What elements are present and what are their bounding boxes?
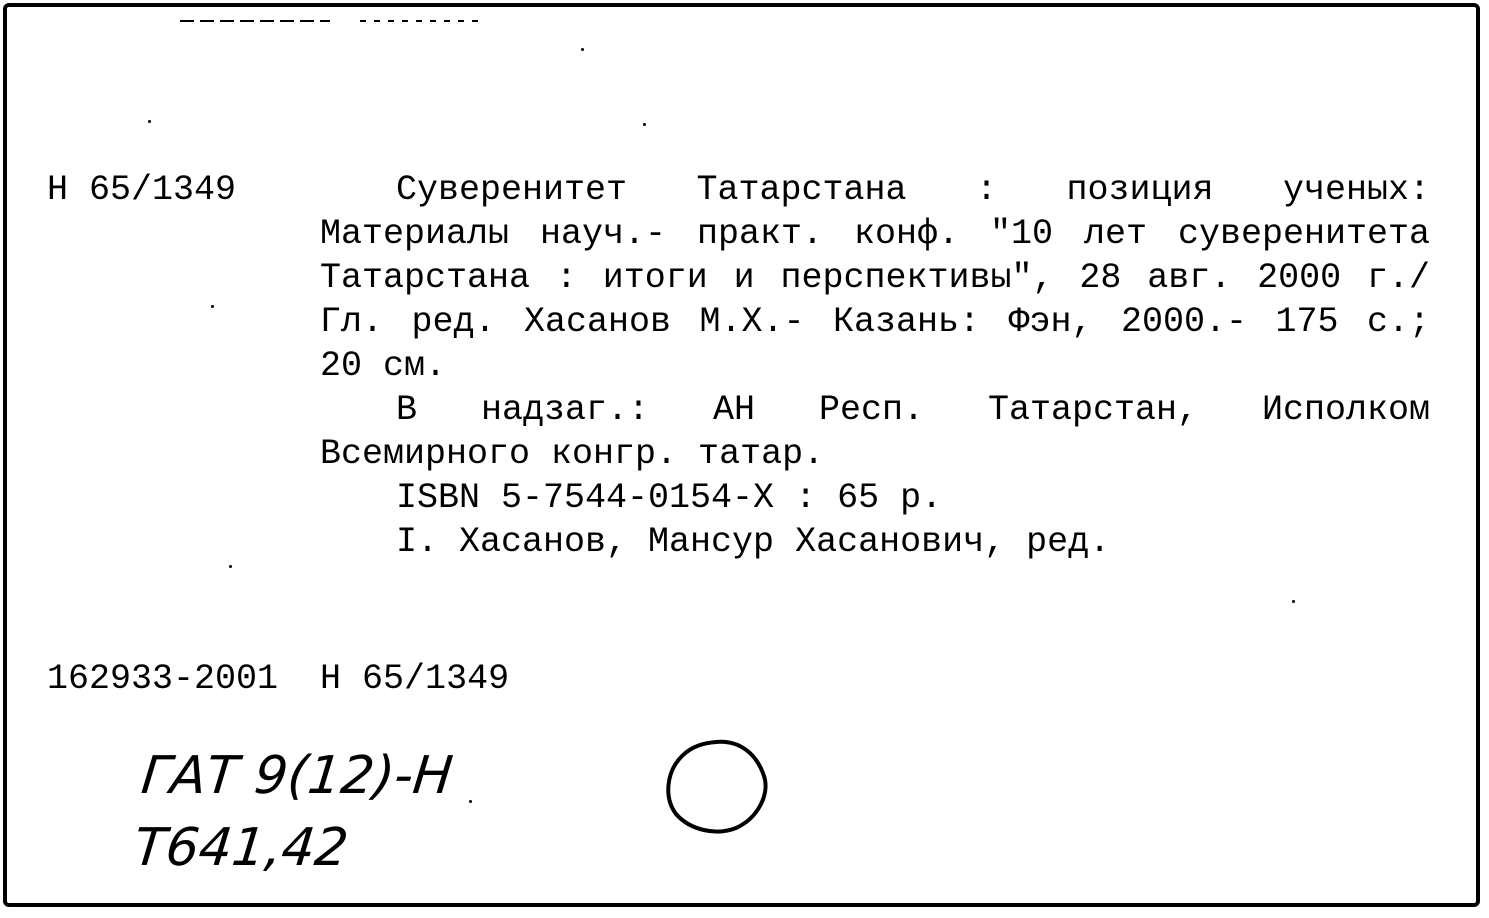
- circle-stamp-icon: [660, 736, 772, 836]
- shelf-mark: Н 65/1349: [47, 170, 237, 210]
- scan-speck: [229, 565, 232, 568]
- handwritten-line-1: ГАТ 9(12)-Н: [138, 746, 456, 806]
- accession-number: 162933-2001 Н 65/1349: [47, 659, 510, 699]
- isbn-line: ISBN 5-7544-0154-X : 65 р.: [396, 478, 943, 518]
- scan-speck: [643, 123, 646, 126]
- added-entry: I. Хасанов, Мансур Хасанович, ред.: [396, 522, 1111, 562]
- bibliographic-entry: [320, 168, 1430, 564]
- handwritten-line-2: Т641,42: [131, 818, 352, 878]
- scan-speck: [148, 120, 151, 123]
- scan-noise: [180, 18, 540, 24]
- title-description: Суверенитет Татарстана : позиция ученых: Материалы науч.- практ. конф. "10 лет суверенитета Татарстана : итоги и перспективы", 28 авг. 2000 г./ Гл. ред. Хасанов М.Х.- Казань: Фэн, 2000.- 175 с.; 20 см.: [320, 170, 1430, 386]
- handwritten-classification: [130, 740, 456, 884]
- header-note: В надзаг.: АН Респ. Татарстан, Исполком Всемирного конгр. татар.: [320, 390, 1430, 474]
- scan-speck: [469, 800, 472, 803]
- scan-speck: [211, 305, 214, 308]
- scan-speck: [581, 48, 584, 51]
- scan-speck: [1292, 600, 1295, 603]
